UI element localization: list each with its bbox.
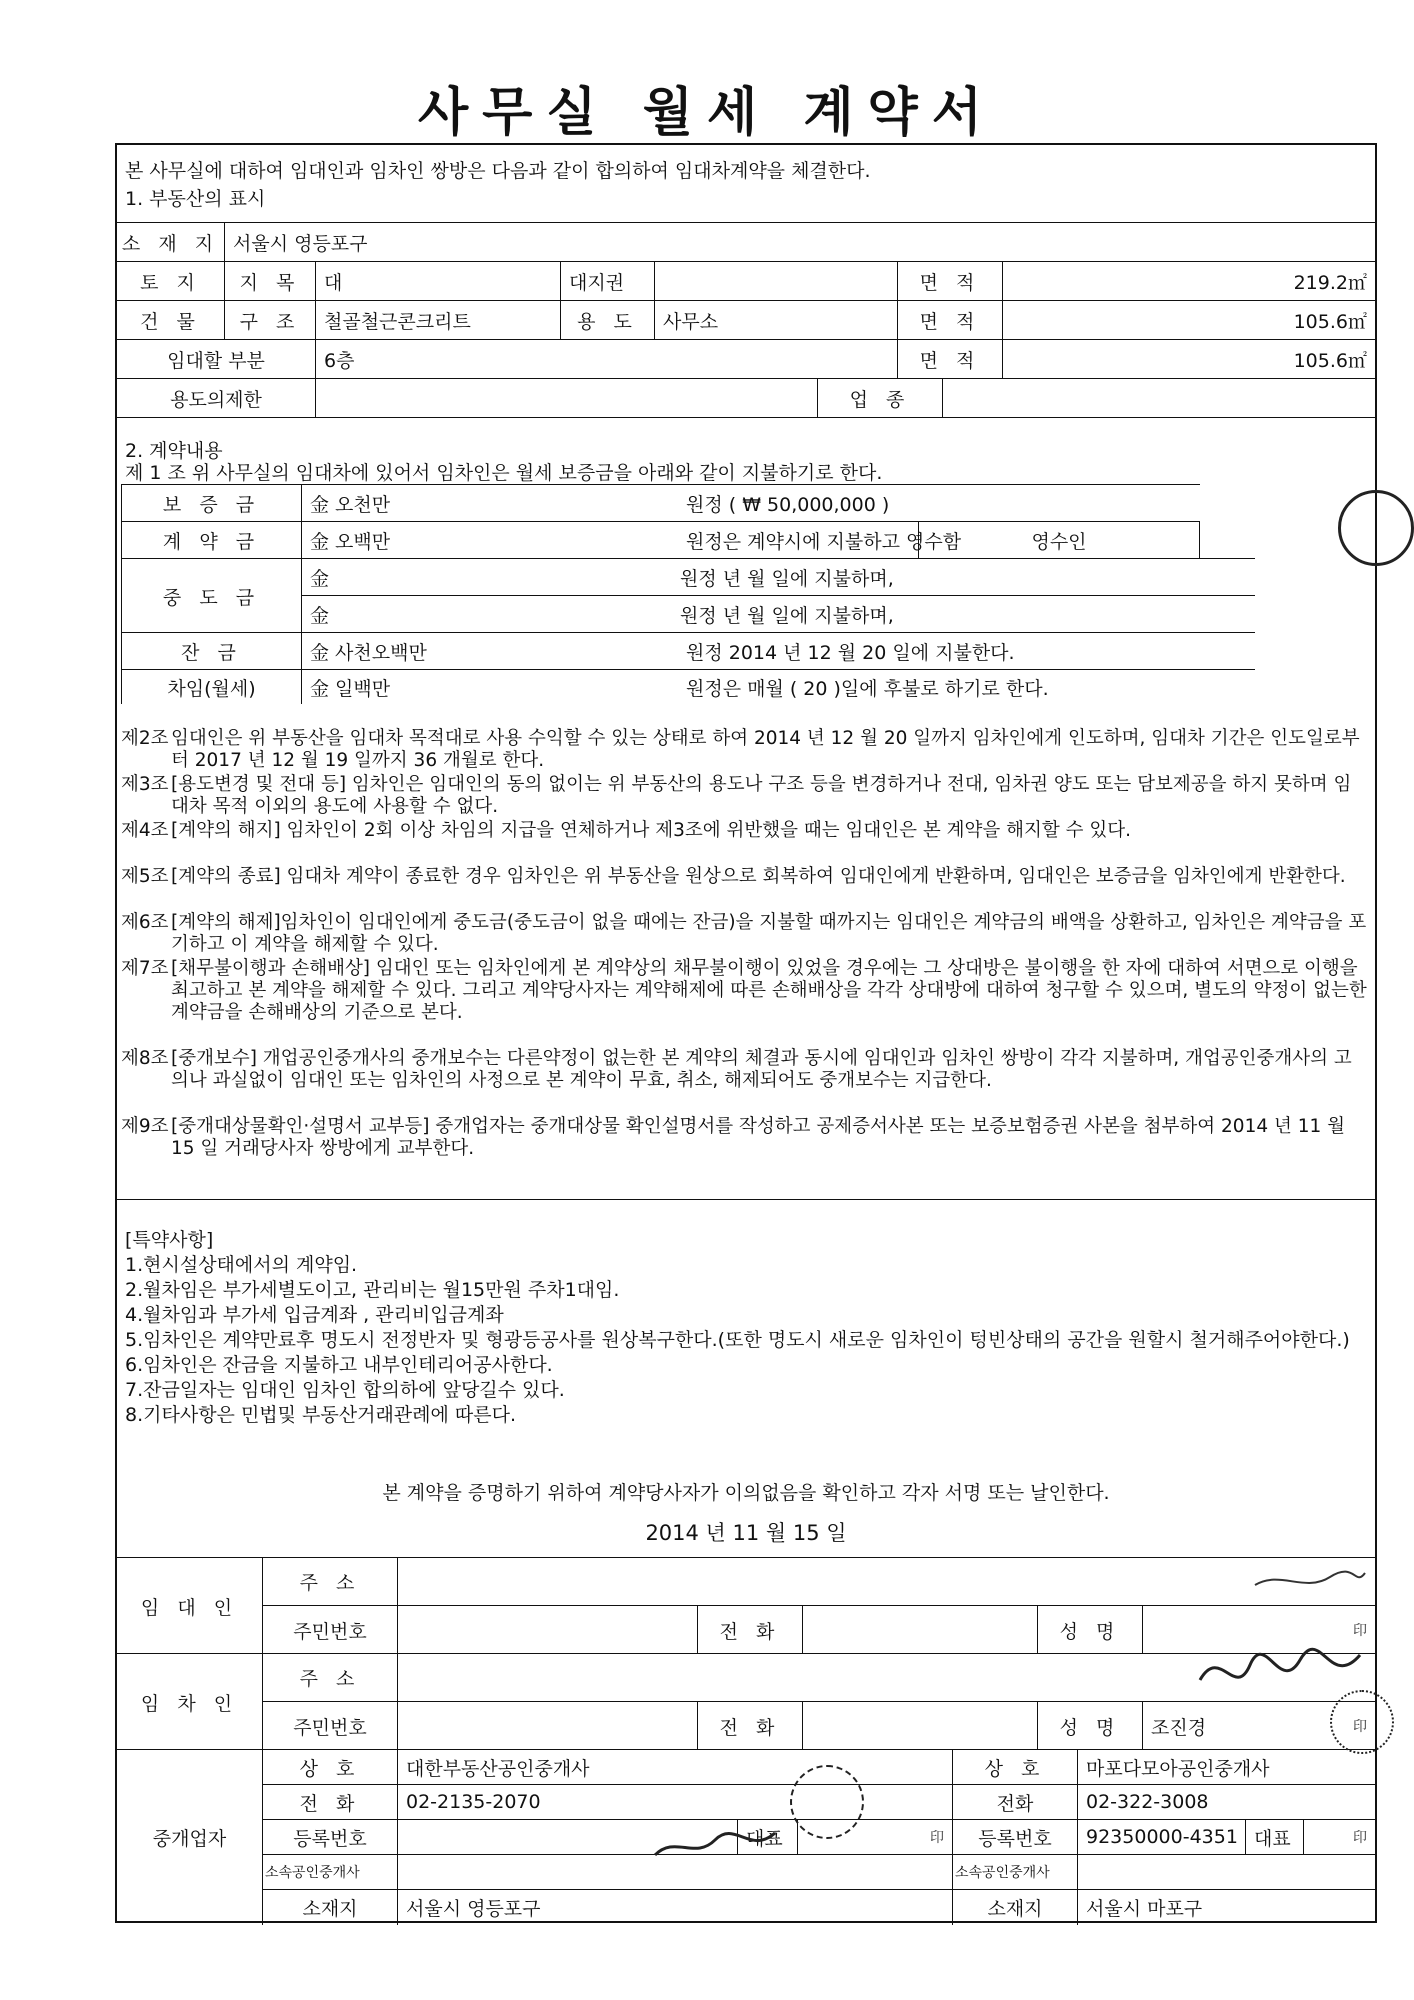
clause-text: 임대인은 위 부동산을 임대차 목적대로 사용 수익할 수 있는 상태로 하여 2014 년 12 월 20 일까지 임차인에게 인도하며, 임대차 기간은 인도일로부터 2017 년 12 월 19 일까지 36 개월로 한다. [171,728,1360,771]
lease-area-value: 105.6㎡ [1002,340,1375,379]
clause-text: [채무불이행과 손해배상] 임대인 또는 임차인에게 본 계약상의 채무불이행이 있었을 경우에는 그 상대방은 불이행을 한 자에 대하여 서면으로 이행을 최고하고 본 계약을 해제할 수 있다. 그리고 계약당사자는 계약해제에 따른 손해배상을 각각 상대방에 대하여 청구할 수 있으며, 별도의 약정이 없는한 계약금을 손해배상의 기준으로 본다. [171,958,1367,1023]
clause-number: 제4조 [121,820,169,841]
right-reg-value: 92350000-4351 [1077,1820,1245,1855]
middle-payment-2 [301,596,1255,633]
seal-mark: 印 [1353,1719,1367,1735]
broker-label: 중개업자 [152,1828,227,1850]
rent-label: 차임(월세) [121,670,301,704]
deposit-label: 보 증 금 [121,485,301,522]
middle-payment-2-amount: 金 [310,605,330,627]
lessor-id-label: 주민번호 [262,1606,397,1654]
right-phone-label: 전화 [952,1785,1077,1820]
structure-label: 구 조 [224,301,315,340]
section-1-heading: 1. 부동산의 표시 [125,188,266,210]
left-trade-label: 상 호 [262,1750,397,1785]
right-location-label: 소재지 [952,1890,1077,1925]
clause-text: [계약의 해지] 임차인이 2회 이상 차임의 지급을 연체하거나 제3조에 위반했을 때는 임대인은 본 계약을 해지할 수 있다. [171,820,1132,841]
middle-payment-row [121,558,1255,633]
lessor-id-value [397,1606,697,1654]
clause-number: 제2조 [121,728,169,749]
special-term: 6.임차인은 잔금을 지불하고 내부인테리어공사한다. [125,1354,553,1376]
contract-date: 2014 년 11 월 15 일 [645,1521,847,1545]
lessee-phone-value [802,1702,1037,1750]
clause-text: [중개대상물확인·설명서 교부등] 중개업자는 중개대상물 확인설명서를 작성하고 공제증서사본 또는 보증보험증권 사본을 첨부하여 2014 년 11 월 15 일 거래당사자 쌍방에게 교부한다. [171,1116,1346,1159]
lease-area-label: 면 적 [897,340,1002,379]
signature-icon [1190,1640,1370,1710]
contract-row [121,521,1200,559]
left-location-value: 서울시 영등포구 [397,1890,952,1925]
lessor-name-label: 성 명 [1037,1606,1142,1654]
seal-mark: 印 [930,1830,944,1846]
special-term: 1.현시설상태에서의 계약임. [125,1254,358,1276]
left-reg-label: 등록번호 [262,1820,397,1855]
contract-note: 원정은 계약시에 지불하고 영수함 [686,531,962,553]
intro-text: 본 사무실에 대하여 임대인과 임차인 쌍방은 다음과 같이 합의하여 임대차계약을 체결한다. [125,160,871,182]
lessee-id-label: 주민번호 [262,1702,397,1750]
right-trade-name: 마포다모아공인중개사 [1077,1750,1375,1785]
lessee-label: 임 차 인 [140,1692,239,1715]
building-area-value: 105.6㎡ [1002,301,1375,340]
article-1: 제 1 조 위 사무실의 임대차에 있어서 임차인은 월세 보증금을 아래와 같이 지불하기로 한다. [125,462,883,484]
clause-7 [121,958,1369,1046]
land-right-label: 대지권 [560,262,654,301]
clause-number: 제6조 [121,912,169,933]
rent-amount: 金 일백만 [301,670,678,704]
special-term: 5.임차인은 계약만료후 명도시 전정반자 및 형광등공사를 원상복구한다.(또한 명도시 새로운 임차인이 텅빈상태의 공간을 원할시 철거해주어야한다.) [125,1329,1350,1351]
right-assoc-value [1077,1855,1375,1890]
clause-9 [121,1116,1369,1160]
location-value: 서울시 영등포구 [224,223,1375,262]
deposit-note: 원정 ( ₩ 50,000,000 ) [686,494,890,516]
special-term: 4.월차임과 부가세 입금계좌 , 관리비입금계좌 [125,1304,504,1326]
rent-note: 원정은 매월 ( 20 )일에 후불로 하기로 한다. [686,677,1049,700]
left-assoc-label: 소속공인중개사 [262,1855,397,1890]
lessor-phone-label: 전 화 [697,1606,802,1654]
middle-payment-2-note: 원정 년 월 일에 지불하며, [680,605,894,627]
seal-mark: 印 [1353,1830,1367,1846]
clause-text: [계약의 해제]임차인이 임대인에게 중도금(중도금이 없을 때에는 잔금)을 지불할 때까지는 임대인은 계약금의 배액을 상환하고, 임차인은 계약금을 포기하고 이 계약을 해제할 수 있다. [171,912,1367,955]
lessee-id-value [397,1702,697,1750]
lessee-block [117,1653,1375,1750]
structure-value: 철골철근콘크리트 [315,301,560,340]
seal-mark: 印 [1353,1623,1367,1639]
clause-6 [121,912,1369,956]
rent-row [121,669,1255,704]
left-phone-label: 전 화 [262,1785,397,1820]
contract-label: 계 약 금 [121,522,301,559]
balance-row [121,632,1255,670]
left-location-label: 소재지 [262,1890,397,1925]
land-row [117,261,1375,301]
business-label: 업 종 [817,379,942,418]
right-trade-label: 상 호 [952,1750,1077,1785]
lessee-name-label: 성 명 [1037,1702,1142,1750]
clause-5 [121,866,1369,910]
land-right-value [654,262,897,301]
signature-icon [650,1825,780,1865]
clause-2 [121,728,1369,772]
lessor-address-value [397,1558,1375,1606]
right-rep-value [1303,1820,1375,1855]
lessor-phone-value [802,1606,1037,1654]
middle-payment-1 [301,559,1255,596]
right-assoc-label: 소속공인중개사 [952,1855,1077,1890]
clause-number: 제3조 [121,774,169,795]
restriction-label: 용도의제한 [170,389,262,411]
balance-amount: 金 사천오백만 [301,633,678,670]
clause-text: [용도변경 및 전대 등] 임차인은 임대인의 동의 없이는 위 부동산의 용도나 구조 등을 변경하거나 전대, 임차권 양도 또는 담보제공을 하지 못하며 임대차 목적 이외의 용도에 사용할 수 없다. [171,774,1352,817]
lessee-name: 조진경 [1151,1716,1207,1739]
right-phone-value: 02-322-3008 [1077,1785,1375,1820]
middle-payment-1-amount: 金 [310,567,330,590]
building-area-label: 면 적 [897,301,1002,340]
divider [117,1199,1375,1200]
right-location-value: 서울시 마포구 [1077,1890,1375,1925]
special-terms-heading: [특약사항] [125,1229,214,1251]
clause-text: [계약의 종료] 임대차 계약이 종료한 경우 임차인은 위 부동산을 원상으로 회복하여 임대인에게 반환하며, 임대인은 보증금을 임차인에게 반환한다. [171,866,1346,887]
clause-text: [중개보수] 개업공인중개사의 중개보수는 다른약정이 없는한 본 계약의 체결과 동시에 임대인과 임차인 쌍방이 각각 지불하며, 개업공인중개사의 고의나 과실없이 임대인 또는 임차인의 사정으로 본 계약이 무효, 취소, 해제되어도 중개보수는 지급한다. [171,1048,1352,1091]
lease-part-row [117,339,1375,379]
lessor-label: 임 대 인 [140,1596,239,1619]
special-term: 2.월차임은 부가세별도이고, 관리비는 월15만원 주차1대임. [125,1279,620,1301]
clause-number: 제9조 [121,1116,169,1137]
left-phone-value: 02-2135-2070 [397,1785,952,1820]
middle-payment-label: 중 도 금 [121,559,301,633]
lessor-address-label: 주 소 [262,1558,397,1606]
building-row [117,300,1375,340]
clause-8 [121,1048,1369,1114]
land-area-label: 면 적 [897,262,1002,301]
lessee-address-label: 주 소 [262,1654,397,1702]
contract-amount: 金 오백만 [301,522,678,559]
right-rep-label: 대표 [1245,1820,1303,1855]
left-trade-name: 대한부동산공인중개사 [397,1750,952,1785]
use-label: 용 도 [560,301,654,340]
use-value: 사무소 [654,301,897,340]
seal-stamp-icon [790,1765,864,1839]
land-label: 토 지 [140,272,201,294]
location-row [117,222,1375,262]
location-label: 소 재 지 [121,233,220,255]
building-label: 건 물 [140,311,201,333]
lease-part-value: 6층 [315,340,897,379]
deposit-amount: 金 오천만 [301,485,678,522]
land-category-value: 대 [315,262,560,301]
signature-icon [1250,1565,1370,1595]
special-term: 8.기타사항은 민법및 부동산거래관례에 따른다. [125,1404,517,1426]
clause-3 [121,774,1369,818]
clause-number: 제8조 [121,1048,169,1069]
lessor-block [117,1557,1375,1654]
deposit-row [121,484,1200,522]
closing-statement: 본 계약을 증명하기 위하여 계약당사자가 이의없음을 확인하고 각자 서명 또는 날인한다. [382,1482,1110,1504]
receipt-label: 영수인 [918,522,1200,559]
land-area-value: 219.2㎡ [1002,262,1375,301]
clause-number: 제5조 [121,866,169,887]
lease-part-label: 임대할 부분 [167,350,265,372]
seal-stamp-icon [1338,490,1414,566]
clause-4 [121,820,1369,864]
balance-note: 원정 2014 년 12 월 20 일에 지불한다. [686,642,1015,664]
restriction-value [315,379,817,418]
contract-form [115,143,1377,1923]
left-rep-label: 대표 [737,1820,797,1855]
document-title: 사무실 월세 계약서 [417,83,997,143]
restriction-row [117,378,1375,418]
business-value [942,379,1375,418]
land-category-label: 지 목 [224,262,315,301]
middle-payment-1-note: 원정 년 월 일에 지불하며, [680,567,894,590]
section-2-heading: 2. 계약내용 [125,440,223,462]
right-reg-label: 등록번호 [952,1820,1077,1855]
special-terms [125,1228,1367,1428]
clause-number: 제7조 [121,958,169,979]
divider [117,417,1375,418]
special-term: 7.잔금일자는 임대인 임차인 합의하에 앞당길수 있다. [125,1379,565,1401]
balance-label: 잔 금 [121,633,301,670]
lessee-phone-label: 전 화 [697,1702,802,1750]
